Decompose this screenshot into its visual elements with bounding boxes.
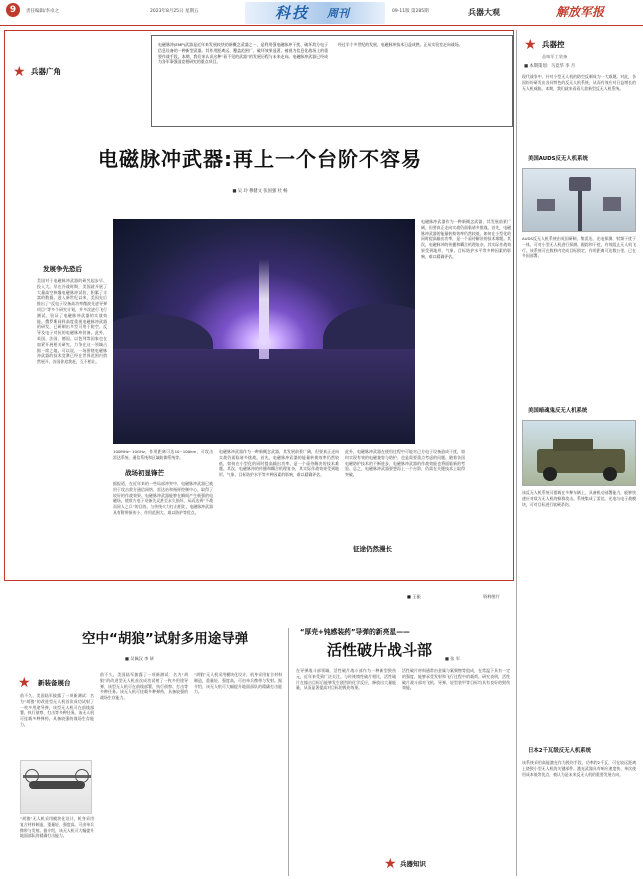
- auds-system-photo: [522, 168, 636, 232]
- body-column-1: 美国对于电磁脉冲武器的研究起步早、投入大。早在冷战时期，美国就开展了大量高空核爆电磁脉冲试验，积累了丰富的数据。进入新世纪以来，美国先后推出了“反电子设备高功率微波先进导弹项目”等多个研究计划，并多次进行飞行测试，验证了电磁脉冲武器的实战效能。俄罗斯同样高度重视电磁脉冲武器的研发，已研制出多型可用于防空、反导及电子对抗的电磁脉冲装备。此外，英国、法国、德国、以色列等国家也在加紧开展相关研究，力争在这一领域占据一席之地。可以说，一场围绕电磁脉冲武器的技术竞赛已经在世界范围内悄然展开，各国你追我赶，互不相让。: [37, 278, 107, 365]
- sensor-unit: [603, 197, 621, 211]
- system-3-title: 日本2千瓦级反无人机系统: [528, 748, 592, 754]
- right-column-divider: [516, 30, 517, 876]
- body-column-5: 电磁脉冲武器作为一种新概念武器，其发展前景广阔，但要真正走向实战仍面临诸多挑战。首先，电磁脉冲武器的能量转换效率仍然较低，如何在小型化的同时提高输出功率，是一个亟待解决的技术难题。其次，电磁脉冲的传播和耦合机理复杂，其实际作战效果受到地形、气象、目标防护水平等多种因素的影响，难以精确评估。: [421, 219, 511, 259]
- intro-text-right: 经过半个多世纪的发展，电磁脉冲技术日益成熟，正从实验室走向战场。: [338, 42, 463, 47]
- drone-article-text-3: 前不久，美国陆军披露了一项新测试：名为“胡狼”的改进型无人机首次成功试射了一枚多用途导弹，该型无人机可在前线部署，执行侦察、打击等多种任务。该无人机可挂载多种弹药，具备较强的战场生存能力。: [100, 672, 188, 701]
- sensor-unit: [537, 199, 555, 211]
- drone-article-text-1: 前不久，美国陆军披露了一项新测试：名为“胡狼”的改进型无人机首次成功试射了一枚多用途导弹，该型无人机可在前线部署，执行侦察、打击等多种任务。该无人机可挂载多种弹药，具备较强的战场生存能力。: [20, 693, 94, 727]
- new-equipment-tag: 新装备展台: [38, 679, 71, 687]
- radar-head: [569, 177, 591, 191]
- right-column: [520, 30, 638, 879]
- emp-weapon-illustration: [113, 219, 415, 444]
- banner-subtitle: 周刊: [327, 7, 349, 20]
- subheading-1: 发展争先恐后: [43, 265, 82, 273]
- article-intro-box: [151, 35, 513, 127]
- newspaper-logo: 解放军报: [556, 5, 605, 19]
- star-icon: ★: [18, 675, 31, 691]
- fragment-article-byline: ■ 张 军: [445, 656, 460, 661]
- star-icon: ★: [384, 856, 397, 872]
- column-divider: [288, 628, 289, 876]
- fragment-article-text-2: 活性破片材料通常由金属与氟聚物等组成，在常温下具有一定的强度，能够承受发射和飞行过程中的载荷。研究表明，活性破片战斗部对飞机、导弹、轻型装甲等目标均具有良好的毁伤效能。: [402, 668, 510, 691]
- weapon-knowledge-tag: 兵器知识: [400, 860, 426, 868]
- article-author: ■ 王振: [407, 594, 421, 599]
- system-1-title: 美国AUDS反无人机系统: [528, 156, 588, 162]
- supplement-banner: [245, 2, 385, 24]
- fragment-article-text-1: 在导弹战斗部领域，活性破片战斗部作为一种新型毁伤元，近年来受到广泛关注。与传统惰性破片相比，活性破片在撞击目标后能够发生剧烈的化学反应，释放出大量能量，从而显著提高对目标的毁伤效果。: [296, 668, 396, 691]
- body-column-2: 据报道，在近年来的一些局部冲突中，电磁脉冲武器已被用于攻击敌方通信网络、雷达站和指挥控制中心，取得了较好的作战效果。电磁脉冲武器能够在瞬间产生极强的电磁场，使敌方电子设备失灵甚至永久损坏，从而达到“不战而屈人之兵”的目的。与传统火力打击相比，电磁脉冲武器具有附带损伤小、作用范围大、难以防护等优点。: [113, 481, 213, 515]
- photo-caption: 100MHz~10GHz，作用距离可达10~100km，可攻击雷达系统、通信系统和区域防御系统等。: [113, 449, 213, 460]
- drone-article-text-4: “胡狼”无人机采用模块化设计，机身采用复合材料制造，重量轻、强度高，可由单兵携带与发射。据介绍，该无人机可大幅提升地面部队的精确打击能力。: [194, 672, 282, 695]
- drone-article-text-2: “胡狼”无人机采用模块化设计，机身采用复合材料制造，重量轻、强度高，可由单兵携带与发射。据介绍，该无人机可大幅提升地面部队的精确打击能力。: [20, 816, 94, 839]
- issue-number: 09-11版 第285期: [392, 9, 429, 14]
- jackal-drone-photo: [20, 760, 92, 814]
- vehicle-cab: [553, 439, 593, 451]
- main-article-frame: [4, 30, 514, 599]
- star-icon: ★: [13, 64, 26, 80]
- banner-title: 科技: [275, 4, 310, 22]
- energy-beam: [259, 259, 269, 359]
- dark-ghost-system-photo: [522, 420, 636, 486]
- body-column-4: 此外，电磁脉冲武器在使用过程中可能对己方电子设备造成干扰，如何实现有效的电磁兼容与防护，也是需要重点考虑的问题。随着各国电磁防护技术的不断进步，电磁脉冲武器的作战效能也将面临新的考验。总之，电磁脉冲武器要想再上一个台阶，仍需在关键技术上取得突破。: [345, 449, 465, 478]
- star-icon: ★: [524, 37, 537, 53]
- page-header: [0, 0, 643, 26]
- subheading-3: 征途仍然漫长: [353, 545, 392, 553]
- system-3-text: 该系统采用高能激光作为毁伤手段，功率约2千瓦，可在较远距离上烧毁小型无人机的关键部件。激光武器具有响应速度快、单次使用成本低等优点，被认为是未来反无人机的重要发展方向。: [522, 760, 636, 777]
- page-number: 9: [6, 3, 20, 17]
- intro-text-left: 电磁脉冲(EMP)武器是近年来发展较快的新概念武器之一，是利用强电磁脉冲干扰、破坏敌方电子信息设备的一种新型武器。其作用距离远、覆盖范围广、破坏效果显著，被视为信息化战场上的重要作战手段。本期，我们来认识这种“看不见的武器”的发展历程与未来走向。电磁脉冲武器已经成为各军事强国竞相研究的重点项目。: [158, 42, 328, 65]
- weapon-fan-tag: 兵器控: [542, 40, 565, 49]
- responsible-editor: 责任编辑/李卓之: [26, 9, 60, 14]
- weapon-fan-subtag: 品味军工装备: [542, 54, 568, 59]
- drone-article-byline: ■ 吴佩汉 李 妍: [125, 656, 154, 661]
- section-name: 兵器大观: [468, 8, 500, 17]
- column-tag: 兵器广角: [31, 67, 61, 76]
- fragment-article-title: 活性破片战斗部: [327, 641, 433, 659]
- system-2-title: 美国暗魂鬼反无人机系统: [528, 408, 588, 414]
- photo-credit: 资料图片: [483, 594, 500, 599]
- article-title: 电磁脉冲武器:再上一个台阶不容易: [98, 147, 422, 171]
- issue-date: 2023年8月25日 星期五: [150, 9, 199, 14]
- system-2-text: 该反无人机系统可搭载在多种车辆上，具备机动部署能力，能够快速应对敌方无人机的蜂群攻击。系统集成了雷达、光电与电子战模块，可对目标进行软硬杀伤。: [522, 490, 636, 507]
- landscape-ground: [113, 349, 415, 444]
- body-column-3: 电磁脉冲武器作为一种新概念武器，其发展前景广阔，但要真正走向实战仍面临诸多挑战。首先，电磁脉冲武器的能量转换效率仍然较低，如何在小型化的同时提高输出功率，是一个亟待解决的技术难题。其次，电磁脉冲的传播和耦合机理复杂，其实际作战效果受到地形、气象、目标防护水平等多种因素的影响，难以精确评估。: [219, 449, 339, 478]
- drone-article-title: 空中“胡狼”试射多用途导弹: [82, 631, 249, 647]
- vehicle-wheel: [543, 467, 557, 481]
- drone-fuselage: [29, 781, 85, 789]
- mast: [578, 191, 582, 231]
- fragment-article-kicker: “厚壳+钝感装药”导弹的新亮星——: [300, 628, 410, 636]
- vehicle-wheel: [603, 467, 617, 481]
- right-intro-text: 现代战争中，针对小型无人机的防空反制成为一大难题。对此，各国纷纷研发出各具特色的反无人机系统，从而有效应对日益增长的无人机威胁。本期，我们就来看看几款新型反无人机系统。: [522, 74, 636, 91]
- article-byline: ■ 吴 玲 穆健文 张国强 杜 畅: [232, 189, 288, 194]
- system-1-text: AUDS反无人机系统由英国研制，集雷达、光电探测、射频干扰于一体，可对小型无人机进行探测、跟踪和干扰，有效阻止无人机飞行。该系统可在数秒内完成目标锁定，作用距离可达数公里，已在多国部署。: [522, 236, 636, 259]
- planner-byline: ■ 本期策划：马竟华 李 月: [524, 64, 576, 69]
- subheading-2: 战场初显锋芒: [125, 469, 164, 477]
